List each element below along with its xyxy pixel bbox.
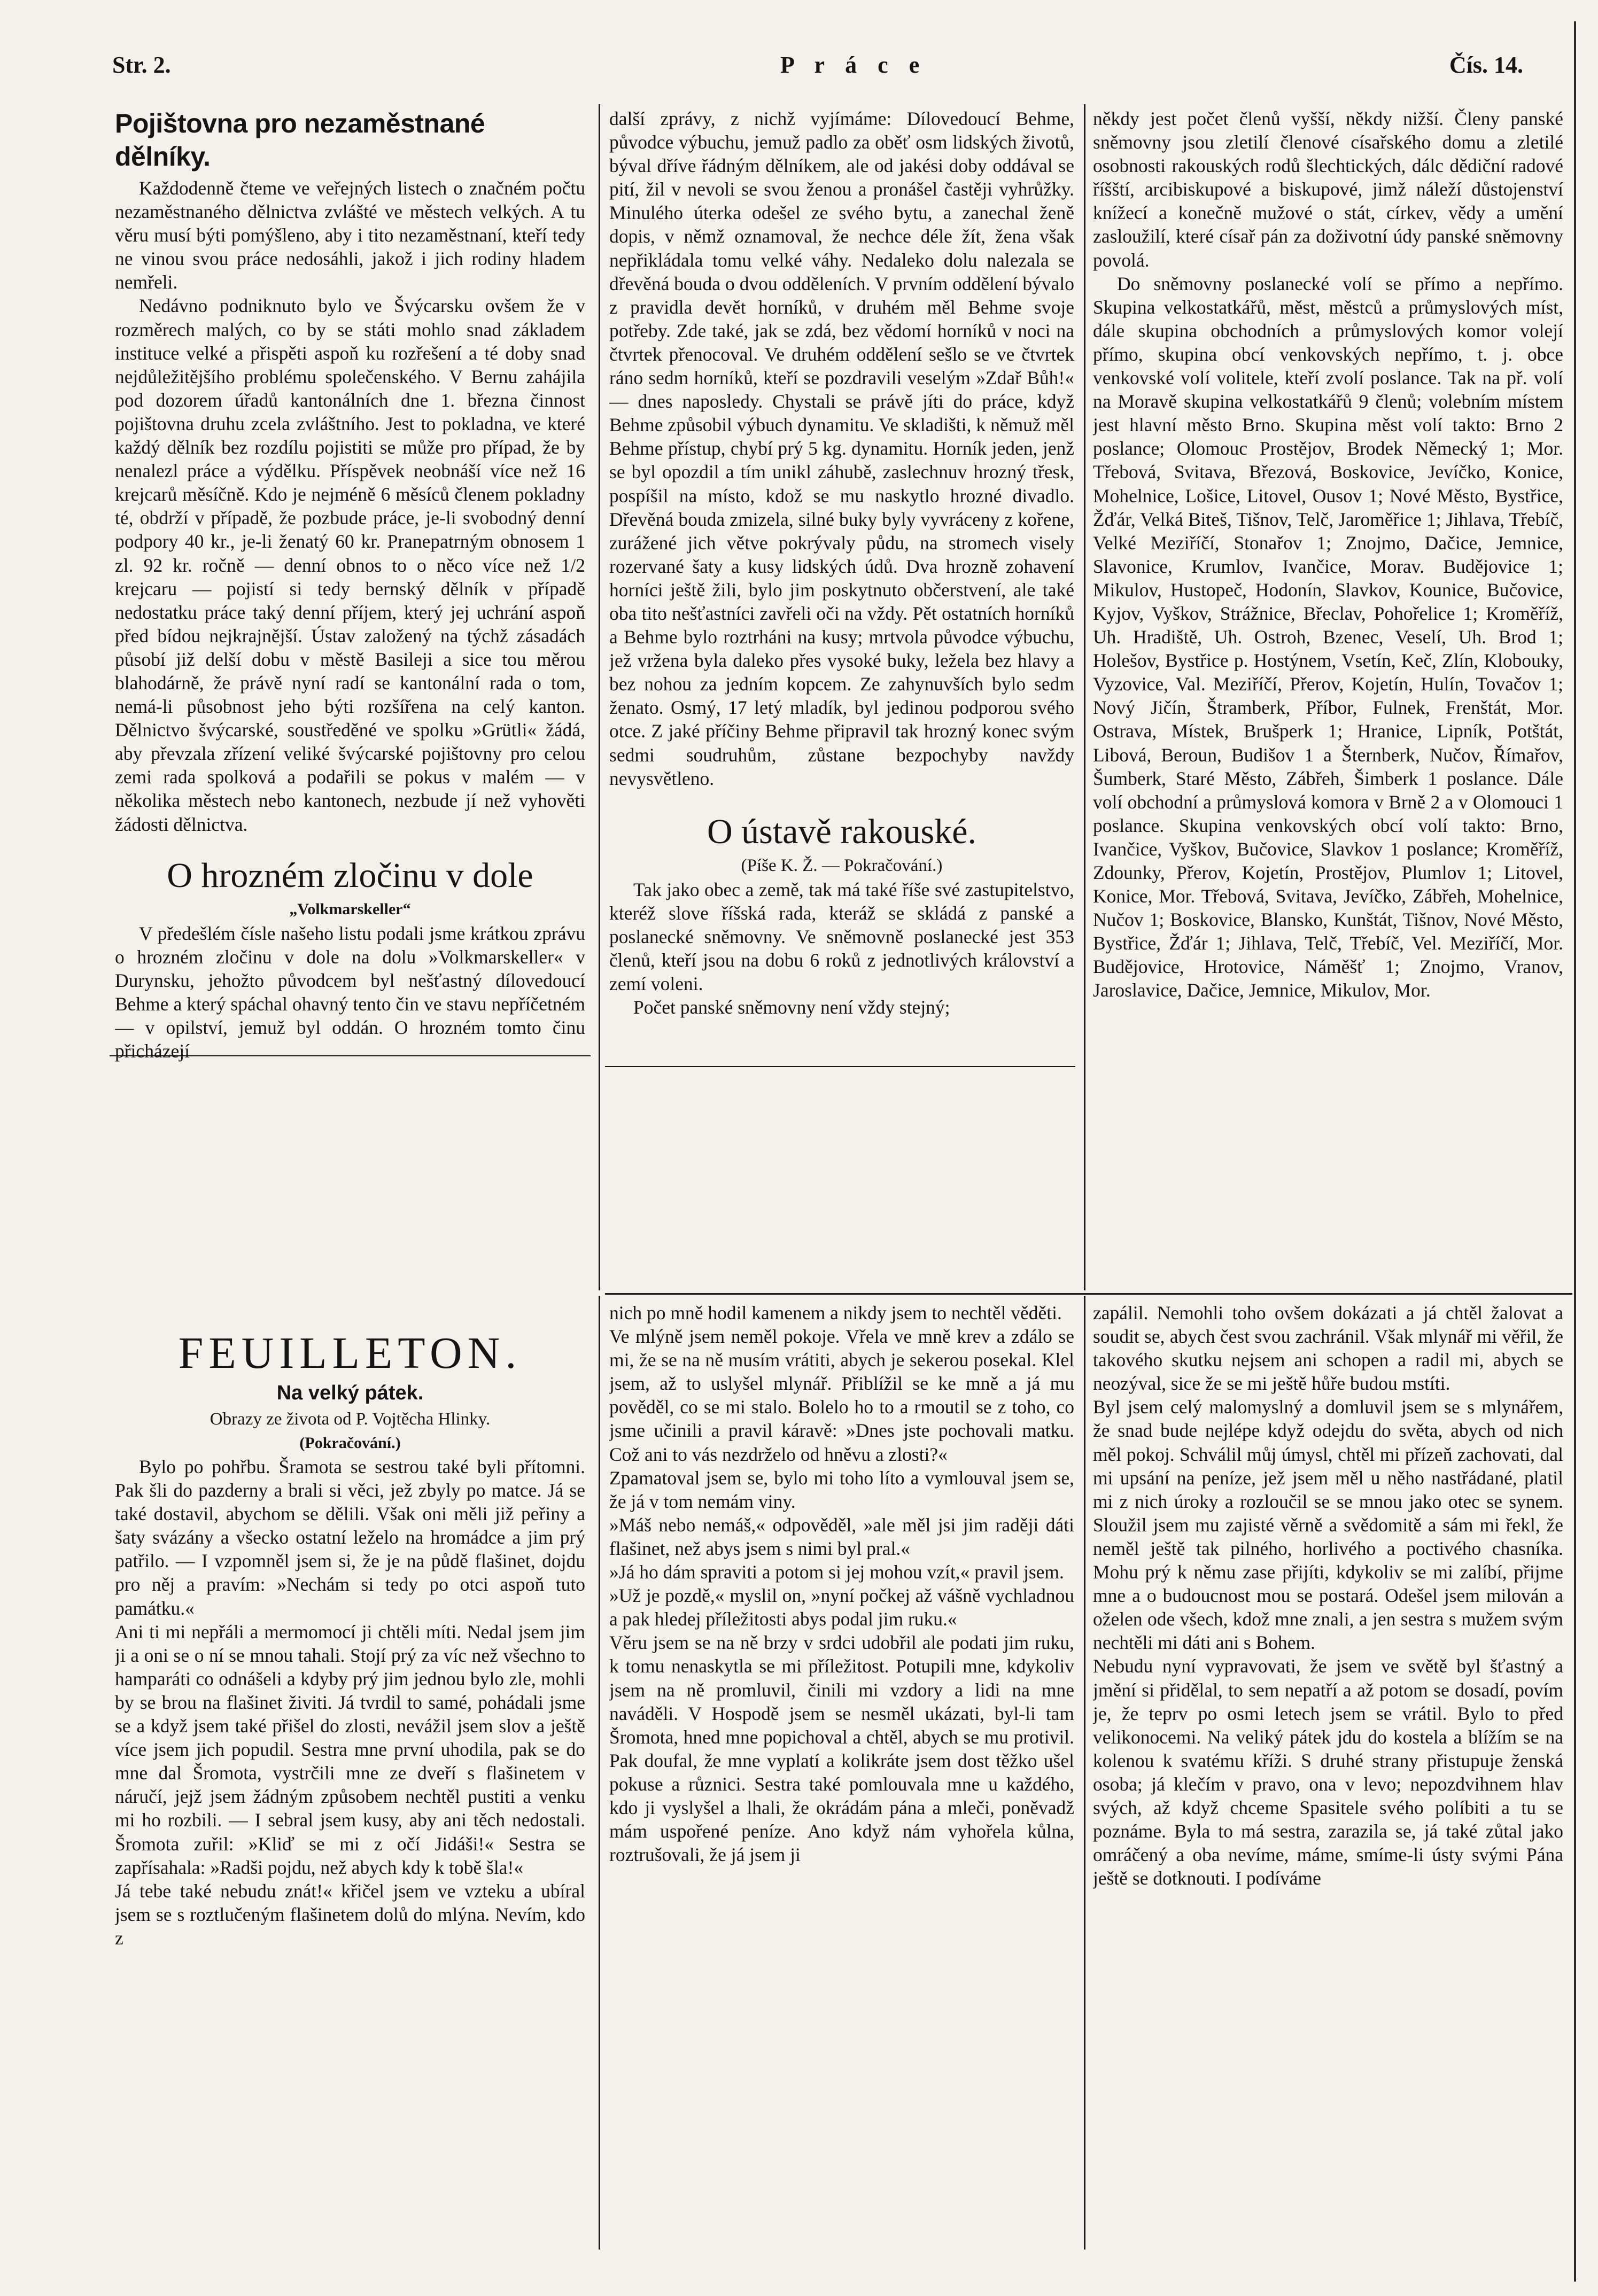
article3-byline: (Píše K. Ž. — Pokračování.): [741, 855, 943, 875]
article-title-austrian-constitution: O ústavě rakouské.: [707, 812, 977, 851]
feuilleton-text-3: zapálil. Nemohli toho ovšem dokázati a já chtěl žalovat a soudit se, abych čest svou zachránil. Však mlynář mi věřil, že takového skutku nejsem ani schopen a radil mi, abych se neozýval, sice že se mi ještě hůře budou mstíti. Byl jsem celý malomyslný a domluvil jsem se s mlynářem, že snad bude nejlépe když odejdu do světa, abych od nich měl pokoj. Schválil můj úmysl, chtěl mi přízeň zachovati, dal mi upsání na peníze, jež jsem měl u něho nastřádané, platil mi z nich úroky a rozloučil se se mnou jako otec se synem. Sloužil jsem mu zajisté věrně a svědomitě a sám mi řekl, že neměl ještě tak pilného, horlivého a poctivého chasníka. Mohu prý k němu zase přijíti, kdykoliv se mi zalíbí, přijme mne a o budoucnost mou se postará. Odešel jsem milován a oželen ode všech, kdož mne znali, a jen sestra s mužem svým nechtěli mi dáti ani s Bohem. Nebudu nyní vypravovati, že jsem ve světě byl šťastný a jmění si přidělal, to sem nepatří a až potom se dosadí, povím je, že teprv po osmi letech jsem se vrátil. Bylo to před velikonocemi. Na veliký pátek jdu do kostela a blížím se na kolenou k svatému kříži. S druhé strany přistupuje ženská osoba; já klečím v pravo, ona v levo; nepozdvihnem hlav svých, až když chceme Spasitele svého políbiti a tu se poznáme. Byla to má sestra, zarazila se, já také zůtal jako omráčený a oba nevíme, máme, smíme-li ústy svými Pána ještě se dotknouti. I podíváme: [1093, 1302, 1563, 1889]
page-number: Str. 2.: [112, 52, 171, 78]
article1-paragraph-2: Nedávno podniknuto bylo ve Švýcarsku ovšem že v rozměrech malých, co by se státi mohlo snad základem instituce velké a přispěti aspoň ku rozřešení a té doby snad nejdůležitějšího problému společenského. V Bernu zahájila pod dozorem úřadů kantonálních dne 1. března činnost pojištovna druhu zcela zvláštního. Jest to pokladna, ve které každý dělník bez rozdílu pojistiti se může pro případ, že by nenalezl práce a výdělku. Příspěvek neobnáší více než 16 krejcarů měsíčně. Kdo je nejméně 6 měsíců členem pokladny té, obdrží v případě, že pozbude práce, je-li svobodný denní podpory 40 kr., je-li ženatý 60 kr. Pranepatrným obnosem 1 zl. 92 kr. ročně — denní obnos to o něco více než 1/2 krejcaru — pojistí si tedy bernský dělník v případě nedostatku práce taký denní příjem, který jej uchrání aspoň před bídou nejkrajnější. Ústav založený na týchž zásadách působí již delší dobu v městě Basileji a sice tou měrou blahodárně, že právě nyní radí se kantonální rada o tom, nemá-li působnost jeho býti rozšířena na celý kanton. Dělnictvo švýcarské, soustředěné ve spolku »Grütli« žádá, aby převzala zřízení veliké švýcarské pojištovny pro celou zemi rada spolková a podařili se pokus v malém — v několika městech nebo kantonech, nezbude jí než vyhověti žádosti dělnictva.: [115, 295, 585, 835]
column-rule-4: [1084, 1296, 1085, 2250]
column-rule-2: [1084, 104, 1085, 1290]
article3-paragraph-2: Počet panské sněmovny není vždy stejný;: [633, 997, 950, 1018]
feuilleton-column-1: [115, 1328, 585, 2252]
feuilleton-column-3: [1093, 1301, 1563, 2252]
column-rule-1: [599, 104, 600, 1290]
feuilleton-divider: [605, 1293, 1572, 1295]
issue-number: Čís. 14.: [1449, 52, 1523, 78]
feuilleton-text-2: nich po mně hodil kamenem a nikdy jsem to nechtěl věděti. Ve mlýně jsem neměl pokoje. Vřela ve mně krev a zdálo se mi, že se na ně musím vrátiti, abych je sekerou posekal. Klel jsem, až to uslyšel mlynář. Přiblížil se ke mně a já mu pověděl, co se mi stalo. Bolelo ho to a rmoutil se z toho, co jsme učinili a pravil káravě: »Dnes jste pochovali matku. Což ani to vás nezdrželo od hněvu a zlosti?« Zpamatoval jsem se, bylo mi toho líto a vymlouval jsem se, že já v tom nemám viny. »Máš nebo nemáš,« odpověděl, »ale měl jsi jim raději dáti flašinet, než abys jsem s nimi byl pral.« »Já ho dám spraviti a potom si jej mohou vzít,« pravil jsem. »Už je pozdě,« myslil on, »nyní počkej až vášně vychladnou a pak hledej příležitosti abys podal jim ruku.« Věru jsem se na ně brzy v srdci udobřil ale podati jim ruku, k tomu nenaskytla se mi příležitost. Potupili mne, kdykoliv jsem na ně promluvil, činili mi vzdory a lidi na mne naváděli. V Hospodě jsem se nesměl ukázati, byl-li tam Šromota, hned mne popichoval a chtěl, abych se mu protivil. Pak doufal, že mne vyplatí a kolikráte jsem dost těžko ušel pokuse a různici. Sestra také pomlouvala mne u každého, kdo ji vyslyšel a lhali, že okrádám pána a mleči, poněvadž mám uspořené peníze. Ano když nám vyhořela kůlna, roztrušovali, že já jsem ji: [609, 1302, 1074, 1866]
article3-continuation-2: Do sněmovny poslanecké volí se přímo a nepřímo. Skupina velkostatkářů, měst, městců a průmyslových míst, dále skupina obchodních a průmyslových komor volejí přímo, skupina obcí venkovských nepřímo, t. j. obce venkovské volí volitele, kteří zvolí poslance. Tak na př. volí na Moravě skupina velkostatkářů 9 členů; volebním místem jest hlavní město Brno. Skupina měst volí takto: Brno 2 poslance; Olomouc Prostějov, Brodek Německý 1; Mor. Třebová, Svitava, Březová, Boskovice, Jevíčko, Konice, Mohelnice, Lošice, Litovel, Ousov 1; Nové Město, Bystřice, Žďár, Velká Biteš, Tišnov, Telč, Jaroměřice 1; Jihlava, Třebíč, Velké Meziříčí, Stonařov 1; Znojmo, Dačice, Jemnice, Slavonice, Krumlov, Ivančice, Morav. Budějovice 1; Mikulov, Hustopeč, Hodonín, Slavkov, Kounice, Bučovice, Kyjov, Vyškov, Strážnice, Břeclav, Pohořelice 1; Kroměříž, Uh. Hradiště, Uh. Ostroh, Bzenec, Veselí, Uh. Brod 1; Holešov, Bystřice p. Hostýnem, Vsetín, Keč, Zlín, Klobouky, Vyzovice, Val. Meziříčí, Přerov, Kojetín, Hulín, Tovačov 1; Nový Jičín, Štramberk, Příbor, Fulnek, Frenštát, Mor. Ostrava, Místek, Brušperk 1; Hranice, Lipník, Potštát, Libová, Beroun, Budišov 1 a Šternberk, Nučov, Římařov, Šumberk, Staré Město, Zábřeh, Šimberk 1 poslance. Dále volí obchodní a průmyslová komora v Brně 2 a v Olomouci 1 poslance. Skupina venkovských obcí volí takto: Brno, Ivančice, Vyškov, Bučovice, Slavkov 1 poslance; Kroměříž, Zdounky, Přerov, Kojetín, Prostějov, Plumlov 1; Litovel, Konice, Mor. Třebová, Svitava, Jevíčko, Zábřeh, Mohelnice, Nučov 1; Boskovice, Blansko, Kunštát, Tišnov, Nové Město, Bystřice, Žďár 1; Jihlava, Telč, Třebíč, Vel. Meziříčí, Mor. Budějovice, Hrotovice, Náměšť 1; Znojmo, Vranov, Jaroslavice, Dačice, Jemnice, Mikulov, Mor.: [1093, 273, 1563, 1001]
article-title-unemployment-insurance: Pojištovna pro nezaměstnané dělníky.: [115, 108, 485, 172]
article-title-mine-crime: O hrozném zločinu v dole: [167, 855, 533, 895]
article1-paragraph-1: Každodenně čteme ve veřejných listech o značném počtu nezaměstnaného dělnictva zvlášté ve městech velkých. A tu věru musí býti pomýšleno, aby i tito nezaměstnaní, kteří tedy ne vinou svou práce nedosáhli, jakož i jich rodiny hladem nemřeli.: [115, 177, 585, 293]
story-title: Na velký pátek.: [276, 1382, 424, 1404]
column-rule-3: [599, 1296, 600, 2250]
story-byline: Obrazy ze života od P. Vojtěcha Hlinky.: [210, 1410, 491, 1429]
column-2-upper: [609, 107, 1074, 1288]
masthead-title: P r á c e: [780, 52, 927, 78]
article3-paragraph-1: Tak jako obec a země, tak má také říše své zastupitelstvo, kteréž slove říšská rada, kteráž se skládá z panské a poslanecké sněmovny. Ve sněmovně poslanecké jest 353 členů, kteří jsou na dobu 6 roků z jednotlivých království a zemí voleni.: [609, 878, 1074, 995]
page-edge: [1574, 21, 1576, 2282]
column-3-upper: [1093, 107, 1563, 1288]
feuilleton-text-1: Bylo po pohřbu. Šramota se sestrou také byli přítomni. Pak šli do pazderny a brali si věci, jež zbyly po matce. Já se také dostavil, abychom se dělili. Však oni měli již peřiny a šaty svázány a všecko ostatní leželo na hromádce a jim prý patřilo. — I vzpomněl jsem si, že je na půdě flašinet, dojdu pro něj a pravím: »Nechám si tedy po otci aspoň tuto památku.« Ani ti mi nepřáli a mermomocí ji chtěli míti. Nedal jsem jim ji a oni se o ní se mnou tahali. Stojí prý za víc než všechno to hamparáti co odnášeli a kdyby prý jim jednou bylo zle, mohli by se brou na flašinet živiti. Já tvrdil to samé, pohádali jsme se a když jsem také přišel do zlosti, nevážil jsem slov a ještě více jsem jich popudil. Sestra mne první uhodila, pak se do mne dal Šromota, vystrčili mne ze dveří s flašinetem v náručí, jejž jsem žádným způsobem nechtěl pustiti a venku mi ho rozbili. — I sebral jsem kusy, aby ani těch nedostali. Šromota zuřil: »Kliď se mi z očí Jidáši!« Sestra se zapřísahala: »Radši pojdu, než abych kdy k tobě šla!« Já tebe také nebudu znát!« křičel jsem ve vzteku a ubíral jsem se s roztlučeným flašinetem dolů do mlýna. Nevím, kdo z: [115, 1456, 585, 1949]
story-continued-note: (Pokračování.): [299, 1434, 401, 1452]
article3-continuation-1: někdy jest počet členů vyšší, někdy nižší. Členy panské sněmovny jsou zletilí členové císařského domu a zletilé osobnosti rakouských rodů šlechtických, dálc dědiční radové říšští, arcibiskupové a biskupové, jimž náleží důstojenství knížecí a konečně mužové o stát, církev, vědy a umění zasloužilí, které císař pán za doživotní údy panské sněmovny povolá.: [1093, 108, 1563, 271]
feuilleton-column-2: [609, 1301, 1074, 2252]
feuilleton-heading: FEUILLETON.: [178, 1328, 522, 1378]
article2-paragraph-1: V předešlém čísle našeho listu podali jsme krátkou zprávu o hrozném zločinu v dole na dolu »Volkmarskeller« v Durynsku, jehožto původcem byl nešťastný dílovedoucí Behme a který spáchal ohavný tento čin ve stavu nepříčetném — v opilství, jemuž byl oddán. O hrozném tomto činu přicházejí: [115, 922, 585, 1062]
column-1-upper: [115, 107, 585, 1288]
article2-continuation: další zprávy, z nichž vyjímáme: Dílovedoucí Behme, původce výbuchu, jemuž padlo za oběť osm lidských životů, býval dříve řádným dělníkem, ale od jakési doby oddával se pití, žil v nevoli se svou ženou a pronášel častěji vyhrůžky. Minulého úterka odešel ze svého bytu, a zanechal ženě dopis, v němž oznamoval, že nechce déle žít, žena však nepřikládala tomu velké váhy. Nedaleko dolu nalezala se dřevěná bouda o dvou odděleních. V prvním oddělení bývalo z pravidla devět horníků, v druhém měl Behme svoje potřeby. Zde také, jak se zdá, bez vědomí horníků v noci na čtvrtek přenocoval. Ve druhém oddělení sešlo se ve čtvrtek ráno sedm horníků, kteří se pozdravili veselým »Zdař Bůh!« — dnes naposledy. Chystali se právě jíti do práce, když Behme způsobil výbuch dynamitu. Ve skladišti, k němuž měl Behme přístup, chybí prý 5 kg. dynamitu. Horník jeden, jenž se byl opozdil a tím unikl záhubě, zaslechnuv hrozný třesk, pospíšil na místo, kdož se mu naskytlo hrozné divadlo. Dřevěná bouda zmizela, silné buky byly vyvráceny z kořene, zurážené jich větve pokrývaly půdu, na stromech visely rozervané šaty a kusy lidských údů. Dva hrozně zohavení horníci ještě žili, bylo jim poskytnuto občerstvení, ale také oba tito nešťastníci zavřeli oči na vždy. Pět ostatních horníků a Behme bylo roztrháni na kusy; mrtvola původce výbuchu, jež vržena byla daleko přes vysoké buky, ležela bez hlavy a bez nohou za jedním kopcem. Ze zahynuvších bylo sedm ženato. Osmý, 17 letý mladík, byl jedinou podporou svého otce. Z jaké příčiny Behme připravil tak hrozný konec svým sedmi soudruhům, zůstane bezpochyby navždy nevysvětleno.: [609, 108, 1074, 789]
running-header: [112, 51, 1545, 89]
article-subtitle-volkmarskeller: „Volkmarskeller“: [289, 900, 411, 918]
